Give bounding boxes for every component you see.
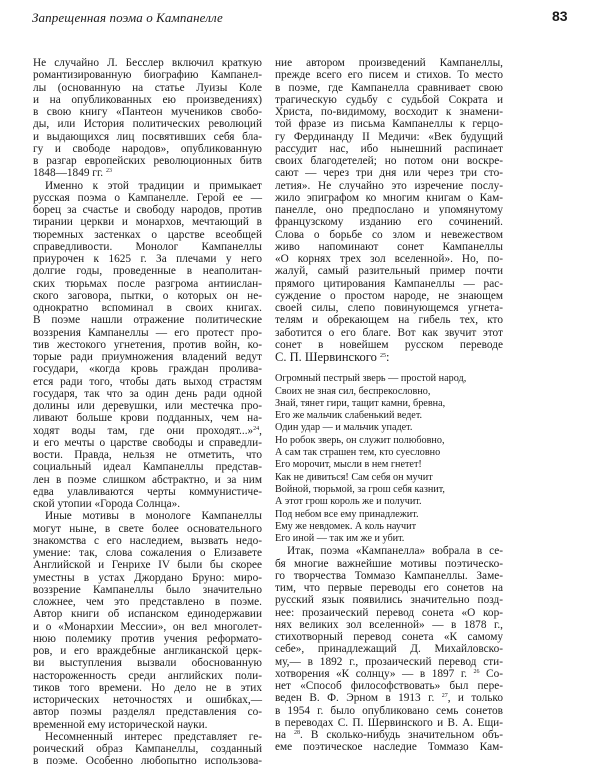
text-line: тиков того времени. Но дело не в этих: [33, 681, 262, 694]
text-line: русская поэма о Кампанелле. Герой ее —: [33, 191, 262, 204]
poem-line: Один удар — и мальчик упадет.: [275, 422, 413, 434]
paragraph-russian-poem: [33, 180, 262, 511]
text-line: в 1954 г. было опубликовано семь сонетов: [275, 704, 503, 717]
footnote-ref: 27: [441, 693, 448, 700]
footnote-ref: 26: [473, 668, 480, 675]
text-line: себе», принадлежащий Д. Михайловско-: [275, 643, 503, 656]
text-line: своей силы, слепо повинующемся угнета-: [275, 302, 503, 314]
poem-line: Своих не зная сил, беспрекословно,: [275, 385, 431, 397]
poem-line: Ему же невдомек. А коль научит: [275, 520, 417, 532]
text-line: едва улавливаются черты коммунистиче-: [33, 485, 262, 498]
text-line: ливают больше крови подданных, чем на-: [33, 412, 262, 425]
poem-line: Огромный пестрый зверь — простой народ,: [275, 373, 467, 385]
text-line: и его мечты о царстве свободы и справедли-: [33, 436, 262, 449]
text-line: вости. Правда, нельзя не отметить, что: [33, 449, 262, 461]
text-line: жило эпиграфом ко многим книгам о Кам-: [275, 191, 503, 204]
text-line: настороженность среди английских поли-: [33, 669, 262, 682]
text-line: ется ради того, чтобы дать выход страстям: [33, 375, 262, 388]
text-line: однократно вспоминал в своих книгах.: [33, 302, 262, 314]
text-line: лен в поэме слишком абстрактно, и за ним: [33, 473, 262, 486]
paragraph-other-motifs: [33, 510, 262, 731]
text-line: гу Фердинанду II Медичи: «Век будущий: [275, 130, 503, 143]
poem-line: Как не дивиться! Сам себя он мучит: [275, 471, 433, 483]
text-line: нет «Способ философствовать» был пере-: [275, 680, 503, 693]
text-line: ских тюрьмах после разгрома антиислан-: [33, 277, 262, 290]
text-line: в поэме, где Кампанелла сравнивает свою: [275, 81, 503, 94]
text-line: долины или деревушки, или местечка про-: [33, 400, 262, 412]
text-line: сонет в новейшем русском переводе: [275, 338, 503, 351]
paragraph-heroic-image: [33, 731, 262, 768]
paragraph-continuation: [275, 57, 503, 363]
text-line: «О корнях трех зол вселенной». Но, по-: [275, 253, 503, 265]
left-column: [33, 57, 262, 768]
text-line: и о «Монархии Мессии», он вел многолет-: [33, 620, 262, 633]
text-line: в переводах С. П. Шервинского и В. А. Ещи-: [275, 716, 503, 729]
text-line: Не случайно Л. Бесслер включил краткую: [33, 57, 262, 69]
sonnet-quote: [275, 373, 503, 545]
footnote-ref: 23: [105, 168, 112, 175]
text-line: лы (основанную на статье Луизы Коле: [33, 81, 262, 94]
text-line: нюю полемику против учения реформато-: [33, 632, 262, 645]
text-line: и выдающихся лиц посвятивших себя бла-: [33, 130, 262, 143]
text-line: ров, и его враждебные англиканской церк-: [33, 645, 262, 657]
text-line: прямого цитирования Кампанеллы — рас-: [275, 277, 503, 290]
text-line: суждение о простом народе, не знающем: [275, 289, 503, 302]
text-line: приурочен к 1625 г. За плечами у него: [33, 253, 262, 265]
text-line: рассудит нас, ибо нынешний распинает: [275, 142, 503, 155]
text-line: Иные мотивы в монологе Кампанеллы: [45, 510, 262, 523]
paragraph-bessler: [33, 57, 262, 180]
text-line: справедливости. Монолог Кампанеллы: [33, 240, 262, 253]
poem-line: Под небом все ему принадлежит.: [275, 508, 419, 520]
right-column: [275, 57, 503, 754]
text-line: ходят воды там, где они проходят...»$^{24}$,: [33, 424, 262, 437]
text-line: тив жестокого угнетения, против войн, ко-: [33, 338, 262, 351]
text-line: стихотворный перевод сонета «К самому: [275, 631, 503, 644]
text-line: той фразе из письма Кампанеллы к герцо-: [275, 118, 503, 131]
text-line: трагическую судьбу с судьбой Сократа и: [275, 93, 503, 106]
footnote-ref: 25: [379, 353, 386, 359]
text-line: го творчества Томмазо Кампанеллы. Заме-: [275, 569, 503, 582]
text-line: исторических неточностях и ошибках,—: [33, 694, 262, 706]
text-line: ской утопии «Города Солнца».: [33, 498, 181, 510]
text-line: ского заговора, пытки, о которых он не-: [33, 289, 262, 302]
text-line: Итак, поэма «Кампанелла» вобрала в се-: [287, 545, 503, 558]
text-line: своих благодетелей; но потом они воскре-: [275, 155, 503, 167]
text-line: и на опубликованных ею произведениях): [33, 93, 262, 106]
text-line: государи, «когда кровь граждан пролива-: [33, 363, 262, 376]
poem-line: Знай, тянет гири, тащит камни, бревна,: [275, 397, 446, 409]
text-line: хотворения «К солнцу» — в 1897 г. $^{26}$ Со-: [275, 667, 503, 680]
text-line: гу и свободе народов», опубликованную: [33, 142, 262, 155]
text-line: ви выступления вызвали обоснованную: [33, 657, 262, 670]
text-line: тим, что первые переводы его сонетов на: [275, 582, 503, 595]
footnote-ref: 28: [294, 730, 301, 737]
text-line: уместны в устах Джордано Бруно: миро-: [33, 571, 262, 584]
text-line: в свою книгу «Пантеон мучеников свобо-: [33, 106, 262, 118]
text-line: веден В. Ф. Эрном в 1913 г. $^{27}$, и только: [275, 692, 503, 705]
text-line: знакомства с его наследием, вызвать недо-: [33, 534, 262, 547]
text-line: еме поэтическое наследие Томмазо Кам-: [275, 741, 503, 754]
text-line: торые ради приумножения владений ведут: [33, 351, 262, 363]
text-line: могут ныне, в свете более основательного: [33, 522, 262, 535]
text-line: борец за счастье и свободу народов, против: [33, 204, 262, 216]
text-line: Несомненный интерес представляет ге-: [45, 730, 262, 743]
text-line: заботится о его благе. Вот как звучит этот: [275, 326, 503, 339]
text-line: ды, или История политических революций: [33, 118, 262, 131]
poem-line: Его иной — так им же и убит.: [275, 533, 405, 545]
text-line: государя, так что за один день ради одной: [33, 387, 262, 400]
text-line: умение: так, слова сожаления о Елизавете: [33, 547, 262, 559]
text-line: автор поэмы разделял представления со-: [33, 706, 262, 719]
running-title: Запрещенная поэма о Кампанелле: [32, 10, 223, 25]
text-line: сают — через три дня или через три сто-: [275, 167, 503, 180]
text-line: русский язык появились значительно позд-: [275, 594, 503, 607]
page-number: 83: [552, 8, 568, 24]
text-line: В поэме нашли отражение политические: [33, 314, 262, 327]
text-line: С. П. Шервинского $^{25}$:: [275, 350, 390, 364]
poem-line: А сам так страшен тем, кто суесловно: [275, 447, 441, 459]
text-line: в разгар европейских революционных битв: [33, 155, 262, 167]
text-line: летия». Не случайно это изречение послу-: [275, 179, 503, 192]
text-line: живо напоминают сонет Кампанеллы: [275, 240, 503, 253]
text-line: воззрения Кампанеллы — его протест про-: [33, 326, 262, 339]
poem-line: Его же мальчик слабенький ведет.: [275, 410, 423, 422]
poem-line: Но робок зверь, он служит полюбовно,: [275, 434, 445, 446]
text-line: Автор книги об испанском единодержавии: [33, 608, 262, 621]
text-line: тирании церкви и монархов, мечтающий в: [33, 216, 262, 229]
text-line: му,— в 1892 г., прозаический перевод сти-: [275, 655, 503, 668]
text-line: прежде всего его писем и стихов. То место: [275, 69, 503, 82]
text-line: 1848—1849 гг. $^{23}$: [33, 167, 112, 180]
text-line: Христа, по-видимому, восходит к знамени-: [275, 106, 503, 118]
text-line: нях великих зол вселенной» — в 1878 г.,: [275, 618, 503, 631]
text-line: романтизированную биографию Кампанел-: [33, 69, 262, 82]
text-line: временной ему исторической науки.: [33, 718, 208, 731]
text-line: жалуй, самый разительный пример почти: [275, 265, 503, 278]
footnote-ref: 24: [253, 425, 260, 432]
text-line: нее: прозаический перевод сонета «О кор-: [275, 606, 503, 619]
text-line: роический образ Кампанеллы, созданный: [33, 743, 262, 755]
text-line: Слова о борьбе со злом и невежеством: [275, 228, 503, 241]
text-line: тюремных застенках о царстве всеобщей: [33, 228, 262, 241]
text-line: французскому изданию его сочинений.: [275, 216, 503, 229]
text-line: ние автором произведений Кампанеллы,: [275, 57, 503, 69]
text-line: долгие годы, проведенные в неаполитан-: [33, 265, 262, 278]
text-line: на $^{28}$. В сколько-нибудь значительном объ-: [275, 729, 503, 742]
text-line: сложнее, чем это представлено в поэме.: [33, 596, 262, 608]
text-line: панелле, оно предпослано и упомянутому: [275, 204, 503, 216]
text-line: социальный идеал Кампанеллы представ-: [33, 461, 262, 474]
text-line: Английской и Генрихе IV были бы скорее: [33, 559, 262, 572]
poem-line: А этот грош король же и получит.: [275, 496, 422, 508]
poem-line: Войной, тюрьмой, за грош себя казнит,: [275, 483, 445, 495]
text-line: в поэме. Особенно любопытно использова-: [33, 755, 262, 768]
poem-line: Его морочит, мысли в нем гнетет!: [275, 459, 422, 471]
text-line: бя многие важнейшие мотивы поэтическо-: [275, 557, 503, 570]
text-line: Именно к этой традиции и примыкает: [45, 179, 262, 192]
text-line: телям и обрекающем на гибель тех, кто: [275, 314, 503, 327]
paragraph-translations: [275, 545, 503, 753]
text-line: воззрение Кампанеллы было значительно: [33, 583, 262, 596]
